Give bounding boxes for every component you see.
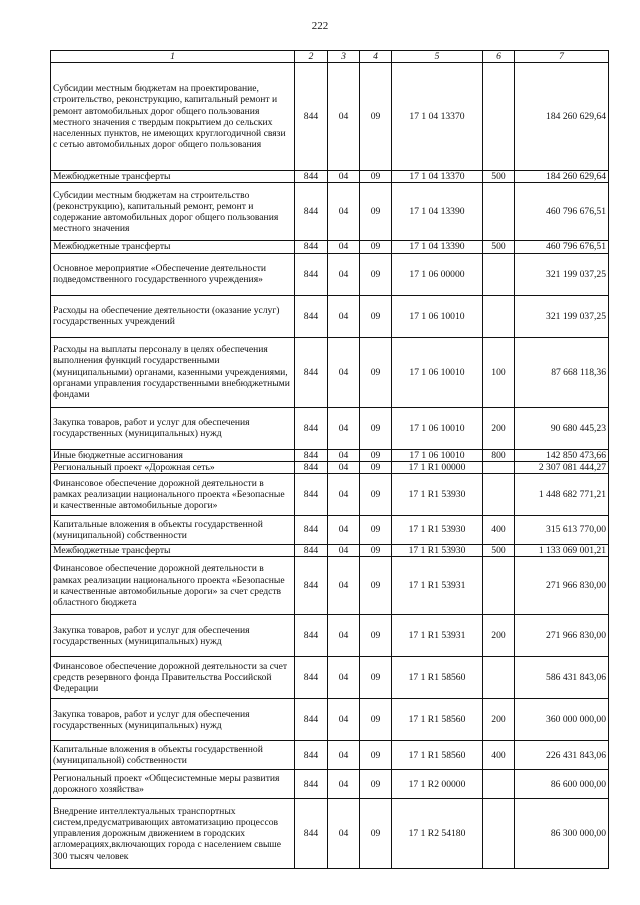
row-name: Региональный проект «Общесистемные меры развития дорожного хозяйства»	[51, 770, 295, 799]
table-row	[51, 615, 609, 657]
row-target-code: 17 1 R1 58560	[392, 699, 483, 741]
row-amount: 1 448 682 771,21	[515, 474, 609, 516]
row-target-code: 17 1 R1 00000	[392, 461, 483, 473]
row-name: Основное мероприятие «Обеспечение деятельности подведомственного государственного учреждения»	[51, 253, 295, 295]
row-amount: 321 199 037,25	[515, 295, 609, 337]
column-header: 5	[392, 51, 483, 63]
row-target-code: 17 1 R1 53931	[392, 557, 483, 615]
row-expense-type	[483, 770, 515, 799]
row-amount: 86 600 000,00	[515, 770, 609, 799]
row-ministry-code: 844	[295, 171, 328, 183]
row-ministry-code: 844	[295, 474, 328, 516]
row-name: Финансовое обеспечение дорожной деятельности в рамках реализации национального проекта «Безопасные и качественные автомобильные дороги»	[51, 474, 295, 516]
row-subsection-code: 09	[360, 474, 392, 516]
row-ministry-code: 844	[295, 516, 328, 545]
row-section-code: 04	[328, 516, 360, 545]
row-target-code: 17 1 R1 53931	[392, 615, 483, 657]
row-subsection-code: 09	[360, 449, 392, 461]
row-amount: 184 260 629,64	[515, 63, 609, 171]
table-row	[51, 183, 609, 241]
row-expense-type	[483, 295, 515, 337]
row-expense-type	[483, 657, 515, 699]
row-section-code: 04	[328, 557, 360, 615]
row-expense-type: 500	[483, 241, 515, 253]
row-subsection-code: 09	[360, 295, 392, 337]
row-target-code: 17 1 06 10010	[392, 295, 483, 337]
row-amount: 271 966 830,00	[515, 557, 609, 615]
row-name: Капитальные вложения в объекты государственной (муниципальной) собственности	[51, 516, 295, 545]
row-name: Закупка товаров, работ и услуг для обеспечения государственных (муниципальных) нужд	[51, 407, 295, 449]
row-section-code: 04	[328, 699, 360, 741]
row-ministry-code: 844	[295, 657, 328, 699]
row-expense-type	[483, 461, 515, 473]
table-row	[51, 295, 609, 337]
row-name: Межбюджетные трансферты	[51, 171, 295, 183]
row-ministry-code: 844	[295, 741, 328, 770]
row-subsection-code: 09	[360, 63, 392, 171]
row-section-code: 04	[328, 461, 360, 473]
row-expense-type: 200	[483, 699, 515, 741]
row-name: Финансовое обеспечение дорожной деятельности за счет средств резервного фонда Правительства Российской Федерации	[51, 657, 295, 699]
row-name: Субсидии местным бюджетам на строительство (реконструкцию), капитальный ремонт, ремонт и содержание автомобильных дорог общего пользования местного значения	[51, 183, 295, 241]
row-name: Финансовое обеспечение дорожной деятельности в рамках реализации национального проекта «Безопасные и качественные автомобильные дороги» за счет средств областного бюджета	[51, 557, 295, 615]
row-ministry-code: 844	[295, 557, 328, 615]
row-section-code: 04	[328, 407, 360, 449]
row-amount: 315 613 770,00	[515, 516, 609, 545]
row-expense-type	[483, 253, 515, 295]
table-row	[51, 461, 609, 473]
page-number: 222	[311, 20, 329, 32]
row-amount: 226 431 843,06	[515, 741, 609, 770]
row-ministry-code: 844	[295, 337, 328, 407]
row-ministry-code: 844	[295, 407, 328, 449]
row-expense-type: 500	[483, 545, 515, 557]
row-expense-type: 400	[483, 516, 515, 545]
row-subsection-code: 09	[360, 171, 392, 183]
row-name: Межбюджетные трансферты	[51, 241, 295, 253]
row-section-code: 04	[328, 63, 360, 171]
row-subsection-code: 09	[360, 770, 392, 799]
row-target-code: 17 1 06 10010	[392, 449, 483, 461]
row-section-code: 04	[328, 253, 360, 295]
row-amount: 360 000 000,00	[515, 699, 609, 741]
table-row	[51, 253, 609, 295]
column-header: 6	[483, 51, 515, 63]
table-row	[51, 799, 609, 869]
row-target-code: 17 1 R1 58560	[392, 741, 483, 770]
row-target-code: 17 1 R1 53930	[392, 474, 483, 516]
row-expense-type	[483, 183, 515, 241]
row-target-code: 17 1 R2 54180	[392, 799, 483, 869]
row-subsection-code: 09	[360, 799, 392, 869]
row-section-code: 04	[328, 241, 360, 253]
table-row	[51, 741, 609, 770]
row-expense-type: 200	[483, 407, 515, 449]
row-ministry-code: 844	[295, 799, 328, 869]
row-target-code: 17 1 06 00000	[392, 253, 483, 295]
table-row	[51, 699, 609, 741]
row-subsection-code: 09	[360, 253, 392, 295]
row-name: Закупка товаров, работ и услуг для обеспечения государственных (муниципальных) нужд	[51, 615, 295, 657]
row-section-code: 04	[328, 657, 360, 699]
row-expense-type	[483, 474, 515, 516]
row-subsection-code: 09	[360, 545, 392, 557]
row-ministry-code: 844	[295, 461, 328, 473]
row-target-code: 17 1 04 13370	[392, 171, 483, 183]
row-section-code: 04	[328, 337, 360, 407]
row-expense-type: 800	[483, 449, 515, 461]
row-amount: 184 260 629,64	[515, 171, 609, 183]
row-section-code: 04	[328, 474, 360, 516]
row-expense-type: 200	[483, 615, 515, 657]
row-amount: 460 796 676,51	[515, 183, 609, 241]
row-name: Иные бюджетные ассигнования	[51, 449, 295, 461]
column-header: 1	[51, 51, 295, 63]
row-ministry-code: 844	[295, 770, 328, 799]
row-ministry-code: 844	[295, 295, 328, 337]
row-expense-type	[483, 557, 515, 615]
row-target-code: 17 1 R1 53930	[392, 516, 483, 545]
row-amount: 586 431 843,06	[515, 657, 609, 699]
table-row	[51, 557, 609, 615]
row-subsection-code: 09	[360, 615, 392, 657]
row-subsection-code: 09	[360, 241, 392, 253]
row-name: Закупка товаров, работ и услуг для обеспечения государственных (муниципальных) нужд	[51, 699, 295, 741]
row-amount: 2 307 081 444,27	[515, 461, 609, 473]
table-row	[51, 241, 609, 253]
row-ministry-code: 844	[295, 545, 328, 557]
table-row	[51, 171, 609, 183]
row-name: Капитальные вложения в объекты государственной (муниципальной) собственности	[51, 741, 295, 770]
row-amount: 90 680 445,23	[515, 407, 609, 449]
row-subsection-code: 09	[360, 516, 392, 545]
table-header-row	[51, 51, 609, 63]
row-ministry-code: 844	[295, 449, 328, 461]
row-target-code: 17 1 06 10010	[392, 407, 483, 449]
row-name: Межбюджетные трансферты	[51, 545, 295, 557]
row-section-code: 04	[328, 295, 360, 337]
row-subsection-code: 09	[360, 407, 392, 449]
row-section-code: 04	[328, 770, 360, 799]
row-section-code: 04	[328, 183, 360, 241]
row-ministry-code: 844	[295, 253, 328, 295]
column-header: 4	[360, 51, 392, 63]
row-subsection-code: 09	[360, 657, 392, 699]
row-ministry-code: 844	[295, 615, 328, 657]
row-ministry-code: 844	[295, 241, 328, 253]
row-name: Субсидии местным бюджетам на проектирование, строительство, реконструкцию, капитальный ремонт и ремонт автомобильных дорог общего пользования местного значения с твердым покрытием до сельских населенных пунктов, не имеющих круглогодичной связи с сетью автомобильных дорог общего пользования	[51, 63, 295, 171]
row-section-code: 04	[328, 741, 360, 770]
row-target-code: 17 1 04 13390	[392, 183, 483, 241]
row-name: Внедрение интеллектуальных транспортных систем,предусматривающих автоматизацию процессов управления дорожным движением в городских агломерациях,включающих города с населением свыше 300 тысяч человек	[51, 799, 295, 869]
row-target-code: 17 1 R1 58560	[392, 657, 483, 699]
row-target-code: 17 1 04 13390	[392, 241, 483, 253]
row-subsection-code: 09	[360, 699, 392, 741]
row-target-code: 17 1 R1 53930	[392, 545, 483, 557]
column-header: 2	[295, 51, 328, 63]
table-row	[51, 545, 609, 557]
budget-table	[50, 50, 609, 869]
row-section-code: 04	[328, 615, 360, 657]
row-expense-type	[483, 799, 515, 869]
row-subsection-code: 09	[360, 183, 392, 241]
row-section-code: 04	[328, 545, 360, 557]
row-subsection-code: 09	[360, 337, 392, 407]
row-amount: 1 133 069 001,21	[515, 545, 609, 557]
column-header: 3	[328, 51, 360, 63]
table-row	[51, 474, 609, 516]
table-row	[51, 770, 609, 799]
column-header: 7	[515, 51, 609, 63]
row-subsection-code: 09	[360, 461, 392, 473]
row-amount: 321 199 037,25	[515, 253, 609, 295]
row-target-code: 17 1 04 13370	[392, 63, 483, 171]
row-amount: 460 796 676,51	[515, 241, 609, 253]
row-target-code: 17 1 06 10010	[392, 337, 483, 407]
row-amount: 87 668 118,36	[515, 337, 609, 407]
row-subsection-code: 09	[360, 557, 392, 615]
row-expense-type: 100	[483, 337, 515, 407]
row-name: Региональный проект «Дорожная сеть»	[51, 461, 295, 473]
table-row	[51, 407, 609, 449]
row-amount: 86 300 000,00	[515, 799, 609, 869]
row-ministry-code: 844	[295, 699, 328, 741]
table-row	[51, 516, 609, 545]
row-ministry-code: 844	[295, 183, 328, 241]
row-subsection-code: 09	[360, 741, 392, 770]
row-expense-type	[483, 63, 515, 171]
row-section-code: 04	[328, 449, 360, 461]
row-ministry-code: 844	[295, 63, 328, 171]
row-expense-type: 400	[483, 741, 515, 770]
row-name: Расходы на обеспечение деятельности (оказание услуг) государственных учреждений	[51, 295, 295, 337]
table-row	[51, 337, 609, 407]
row-expense-type: 500	[483, 171, 515, 183]
table-row	[51, 449, 609, 461]
row-name: Расходы на выплаты персоналу в целях обеспечения выполнения функций государственными (муниципальными) органами, казенными учреждениями, органами управления государственными внебюджетными фондами	[51, 337, 295, 407]
row-section-code: 04	[328, 799, 360, 869]
row-amount: 271 966 830,00	[515, 615, 609, 657]
row-target-code: 17 1 R2 00000	[392, 770, 483, 799]
table-row	[51, 63, 609, 171]
row-section-code: 04	[328, 171, 360, 183]
table-row	[51, 657, 609, 699]
row-amount: 142 850 473,66	[515, 449, 609, 461]
